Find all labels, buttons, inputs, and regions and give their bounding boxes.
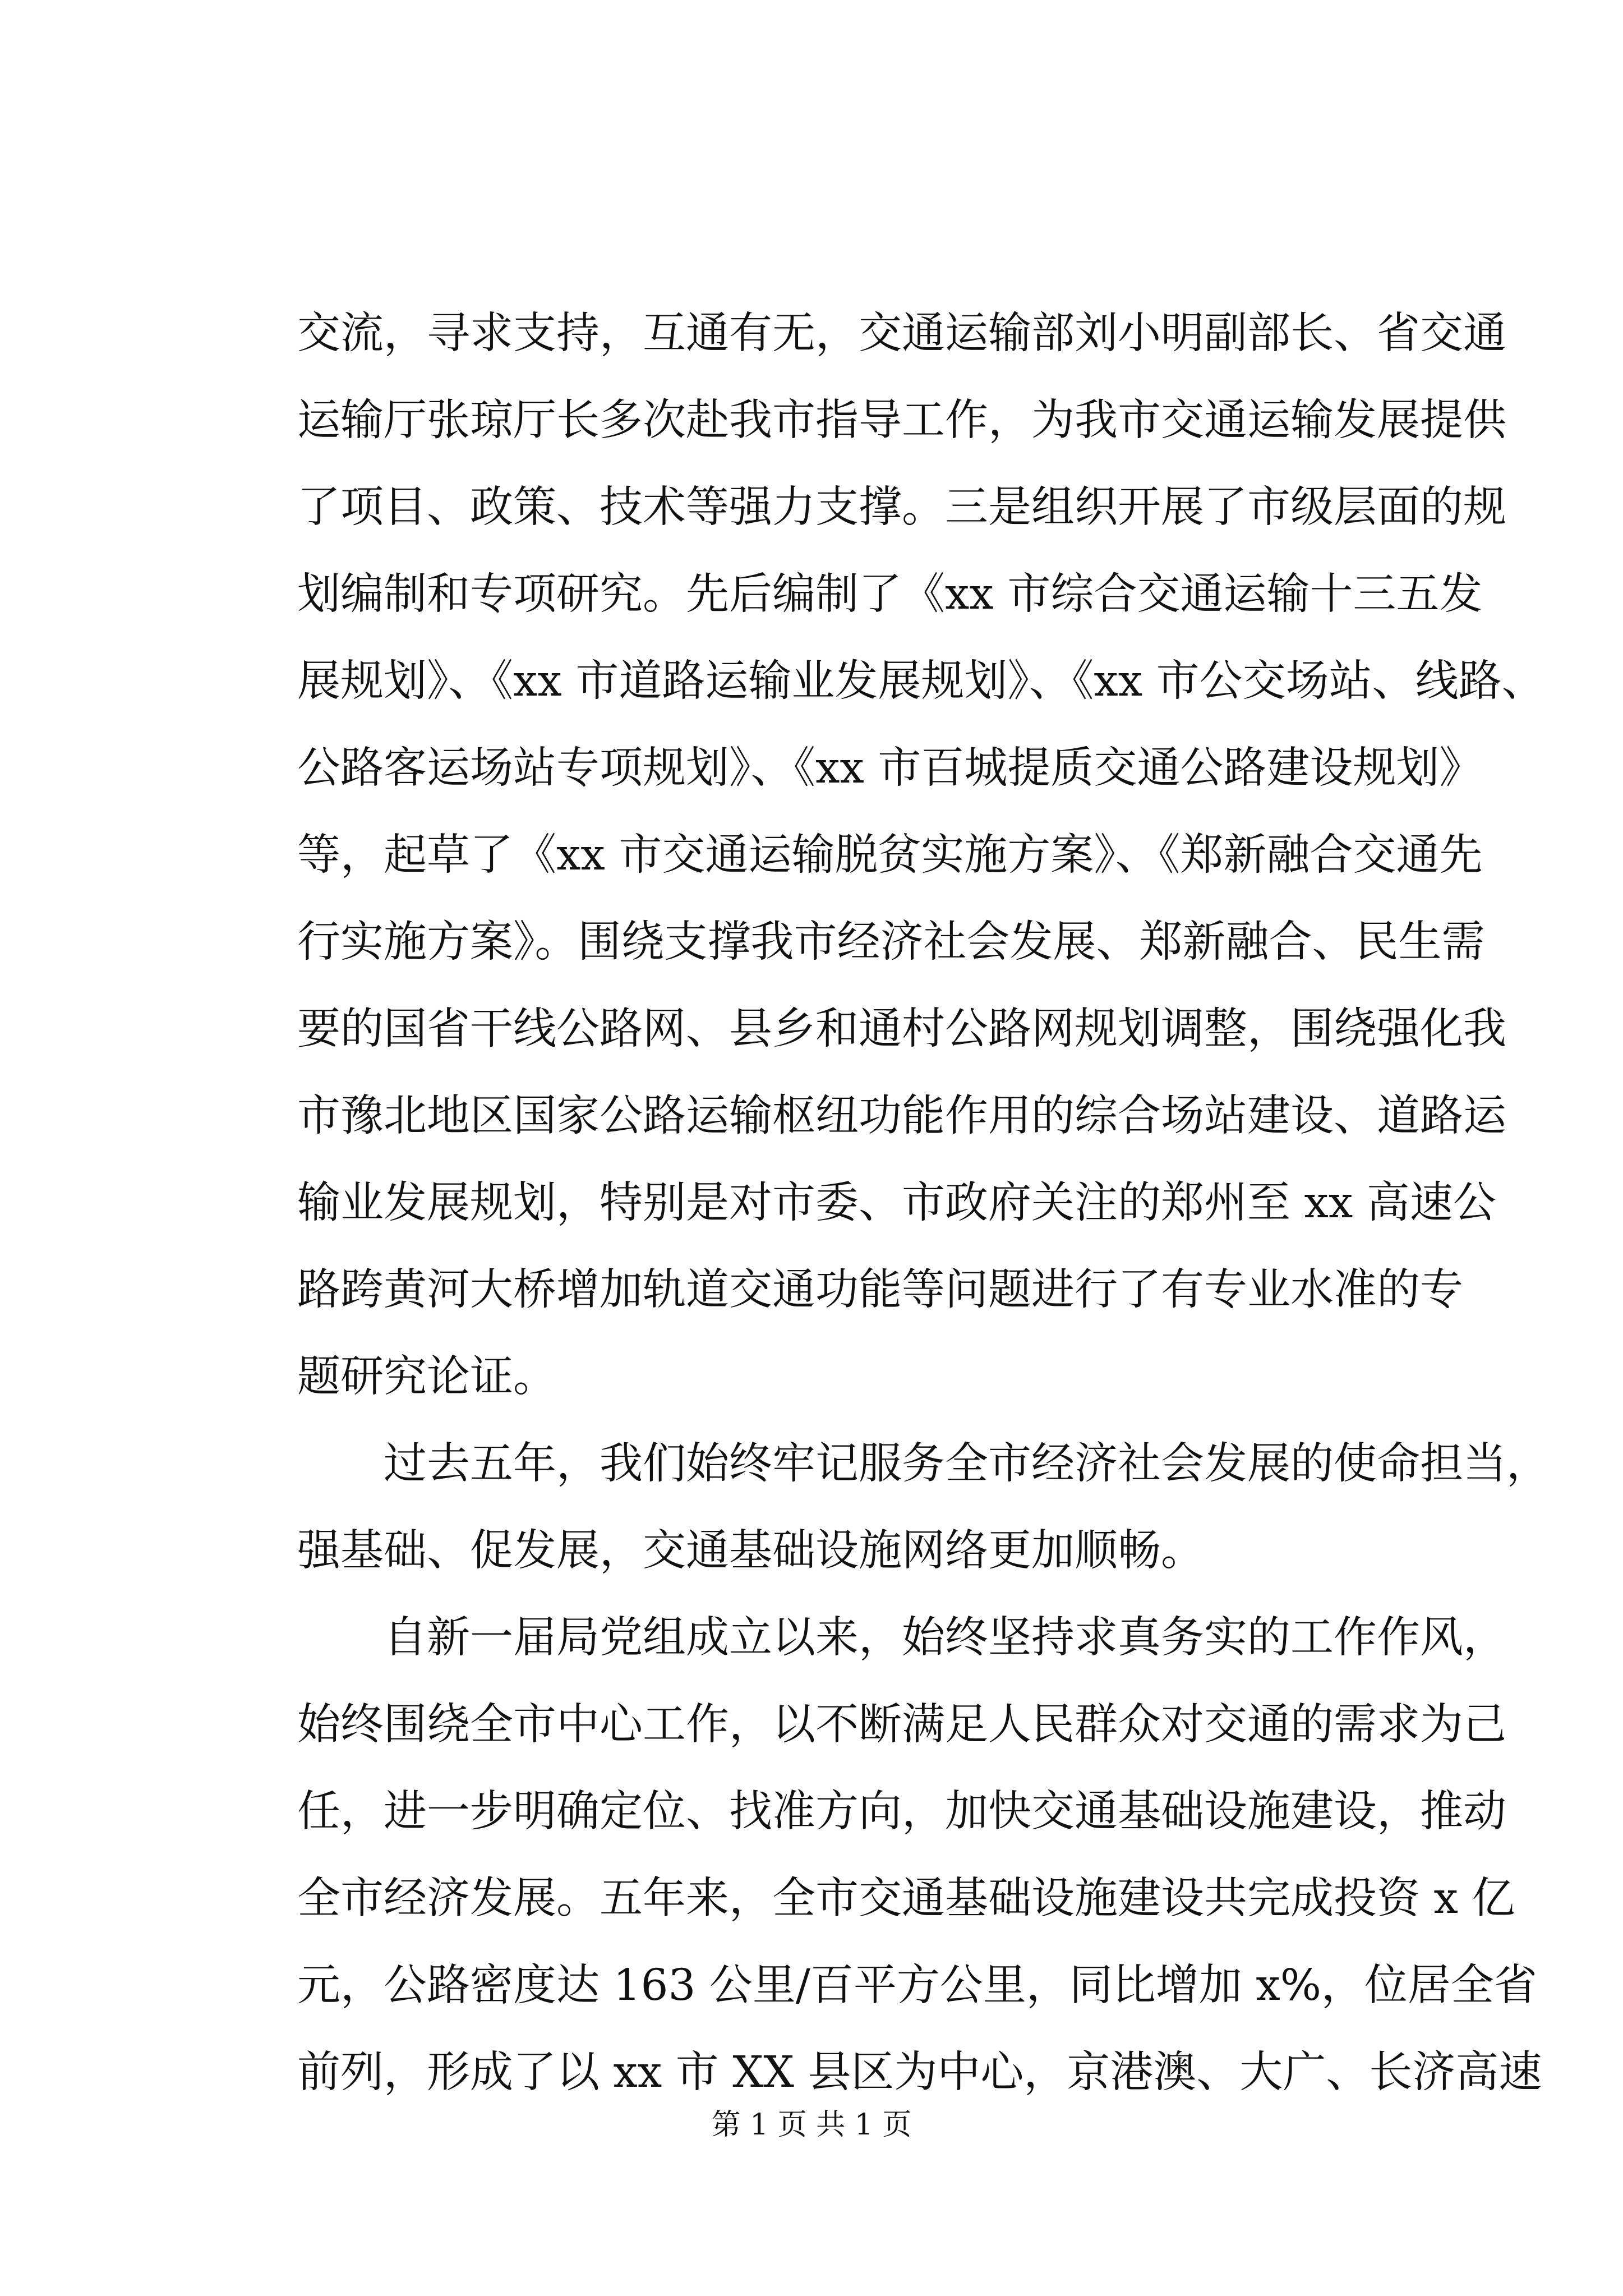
text-line: 全市经济发展。五年来，全市交通基础设施建设共完成投资 x 亿 xyxy=(297,1874,1515,1924)
text-line: 题研究论证。 xyxy=(297,1352,556,1402)
text-line: 过去五年，我们始终牢记服务全市经济社会发展的使命担当， xyxy=(384,1439,1550,1489)
text-line: 始终围绕全市中心工作，以不断满足人民群众对交通的需求为己 xyxy=(297,1700,1506,1750)
text-line: 前列，形成了以 xx 市 XX 县区为中心，京港澳、大广、长济高速 xyxy=(297,2047,1542,2097)
text-line: 展规划》、《xx 市道路运输业发展规划》、《xx 市公交场站、线路、 xyxy=(297,656,1545,706)
text-line: 任，进一步明确定位、找准方向，加快交通基础设施建设，推动 xyxy=(297,1787,1506,1837)
text-line: 强基础、促发展，交通基础设施网络更加顺畅。 xyxy=(297,1526,1204,1576)
page-footer: 第 1 页 共 1 页 xyxy=(711,2108,912,2142)
text-line: 公路客运场站专项规划》、《xx 市百城提质交通公路建设规划》 xyxy=(297,743,1483,793)
text-line: 元，公路密度达 163 公里/百平方公里，同比增加 x%，位居全省 xyxy=(297,1961,1537,2010)
body-text xyxy=(297,303,1550,2129)
text-line: 交流，寻求支持，互通有无，交通运输部刘小明副部长、省交通 xyxy=(297,309,1506,358)
text-line: 了项目、政策、技术等强力支撑。三是组织开展了市级层面的规 xyxy=(297,482,1506,532)
text-line: 自新一届局党组成立以来，始终坚持求真务实的工作作风， xyxy=(384,1613,1506,1663)
text-line: 路跨黄河大桥增加轨道交通功能等问题进行了有专业水准的专 xyxy=(297,1265,1463,1315)
text-line: 划编制和专项研究。先后编制了《xx 市综合交通运输十三五发 xyxy=(297,569,1483,619)
text-line: 等，起草了《xx 市交通运输脱贫实施方案》、《郑新融合交通先 xyxy=(297,830,1483,880)
text-line: 运输厅张琼厅长多次赴我市指导工作，为我市交通运输发展提供 xyxy=(297,395,1506,445)
text-line: 要的国省干线公路网、县乡和通村公路网规划调整，围绕强化我 xyxy=(297,1004,1506,1054)
text-line: 输业发展规划，特别是对市委、市政府关注的郑州至 xx 高速公 xyxy=(297,1178,1496,1228)
text-line: 市豫北地区国家公路运输枢纽功能作用的综合场站建设、道路运 xyxy=(297,1091,1506,1141)
text-line: 行实施方案》。围绕支撑我市经济社会发展、郑新融合、民生需 xyxy=(297,917,1485,967)
